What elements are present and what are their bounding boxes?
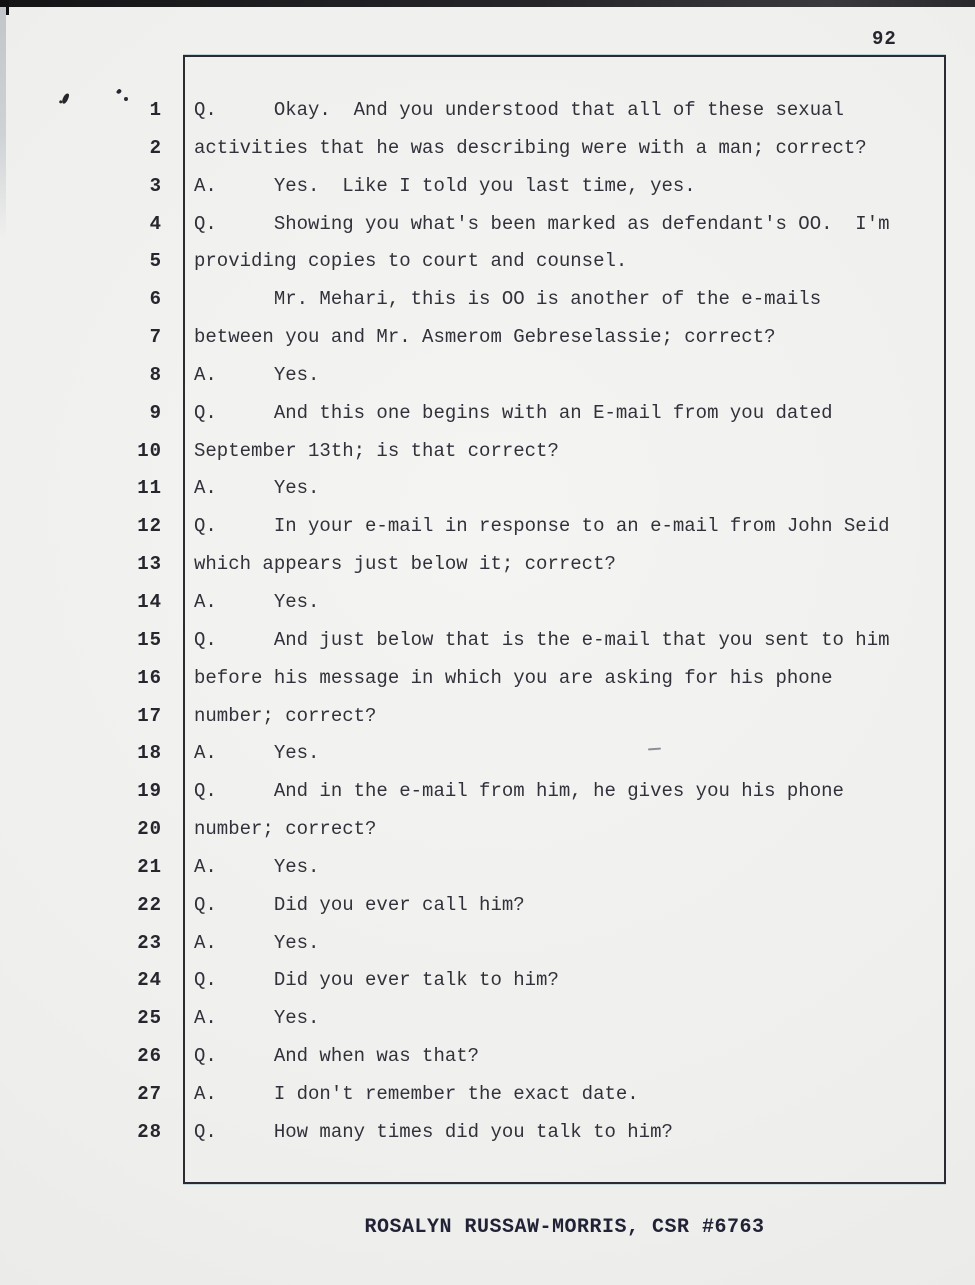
line-number: 17 <box>137 704 162 727</box>
transcript-line <box>0 289 975 327</box>
transcript-line <box>0 403 975 441</box>
line-number: 13 <box>137 553 162 576</box>
line-text: Q. How many times did you talk to him? <box>194 1120 673 1143</box>
line-number: 1 <box>149 99 162 121</box>
line-text: Q. Did you ever talk to him? <box>194 969 559 992</box>
line-text: between you and Mr. Asmerom Gebreselassie; correct? <box>194 326 776 349</box>
transcript-line <box>0 1008 975 1046</box>
transcript-line <box>0 970 975 1008</box>
line-number: 16 <box>137 666 162 689</box>
line-text: A. I don't remember the exact date. <box>194 1082 639 1105</box>
transcript-line <box>0 138 975 176</box>
line-number: 22 <box>137 893 162 916</box>
line-text: Q. And in the e-mail from him, he gives you his phone <box>194 780 844 803</box>
transcript-line <box>0 743 975 781</box>
line-number: 4 <box>149 212 162 235</box>
line-number: 18 <box>137 742 162 765</box>
line-text: number; correct? <box>194 818 377 841</box>
transcript-line <box>0 933 975 971</box>
line-number: 19 <box>137 780 162 803</box>
line-text: Mr. Mehari, this is OO is another of the e-mails <box>194 288 822 311</box>
transcript-line <box>0 441 975 479</box>
line-text: number; correct? <box>194 704 377 727</box>
line-text: before his message in which you are asking for his phone <box>194 666 833 689</box>
line-number: 27 <box>137 1082 162 1105</box>
line-number: 26 <box>137 1045 162 1068</box>
line-text: A. Yes. <box>194 855 320 878</box>
transcript-line <box>0 327 975 365</box>
transcript-line <box>0 630 975 668</box>
line-text: Q. In your e-mail in response to an e-mail from John Seid <box>194 515 890 538</box>
transcript-line <box>0 365 975 403</box>
transcript-line <box>0 819 975 857</box>
line-number: 23 <box>137 931 162 954</box>
line-number: 21 <box>137 855 162 878</box>
transcript-line <box>0 251 975 289</box>
transcript-line <box>0 554 975 592</box>
transcript-line <box>0 781 975 819</box>
line-number: 28 <box>137 1120 162 1143</box>
line-text: A. Yes. <box>194 477 320 500</box>
line-text: activities that he was describing were with a man; correct? <box>194 136 867 159</box>
transcript-line <box>0 214 975 252</box>
line-text: which appears just below it; correct? <box>194 553 616 576</box>
transcript-line <box>0 668 975 706</box>
ink-speck <box>116 88 122 94</box>
transcript-line <box>0 478 975 516</box>
line-number: 14 <box>137 590 162 613</box>
transcript-line <box>0 1122 975 1160</box>
reporter-footer: ROSALYN RUSSAW-MORRIS, CSR #6763 <box>364 1216 765 1239</box>
line-text: A. Yes. <box>194 1007 320 1030</box>
line-text: providing copies to court and counsel. <box>194 250 628 273</box>
line-number: 3 <box>149 174 162 197</box>
transcript-line <box>0 176 975 214</box>
line-text: September 13th; is that correct? <box>194 439 559 462</box>
line-number: 5 <box>149 250 162 273</box>
line-number: 10 <box>137 439 162 462</box>
line-number: 12 <box>137 515 162 538</box>
line-number: 2 <box>149 136 162 159</box>
line-text: A. Yes. <box>194 931 320 954</box>
transcript-line <box>0 100 975 138</box>
line-text: Q. Did you ever call him? <box>194 893 525 916</box>
line-text: A. Yes. Like I told you last time, yes. <box>194 174 696 197</box>
line-text: Q. Showing you what's been marked as defendant's OO. I'm <box>194 212 890 235</box>
line-number: 8 <box>149 363 162 386</box>
line-text: Q. And just below that is the e-mail that you sent to him <box>194 628 890 651</box>
line-number: 24 <box>137 969 162 992</box>
line-text: A. Yes. <box>194 742 320 765</box>
line-number: 9 <box>149 401 162 424</box>
line-number: 7 <box>149 326 162 349</box>
transcript-line <box>0 1084 975 1122</box>
line-number: 6 <box>149 288 162 311</box>
transcript-line <box>0 592 975 630</box>
transcript-line <box>0 1046 975 1084</box>
page-number: 92 <box>872 28 897 50</box>
transcript-line <box>0 706 975 744</box>
transcript-line <box>0 895 975 933</box>
line-number: 15 <box>137 628 162 651</box>
line-number: 20 <box>137 818 162 841</box>
scan-edge-artifact-top <box>0 0 975 7</box>
transcript-line <box>0 516 975 554</box>
transcript-lines <box>0 100 975 1160</box>
line-text: Q. Okay. And you understood that all of these sexual <box>194 99 844 121</box>
line-number: 25 <box>137 1007 162 1030</box>
line-text: A. Yes. <box>194 363 320 386</box>
line-number: 11 <box>137 477 162 500</box>
line-text: Q. And when was that? <box>194 1045 480 1068</box>
line-text: Q. And this one begins with an E-mail from you dated <box>194 401 833 424</box>
line-text: A. Yes. <box>194 590 320 613</box>
transcript-line <box>0 857 975 895</box>
